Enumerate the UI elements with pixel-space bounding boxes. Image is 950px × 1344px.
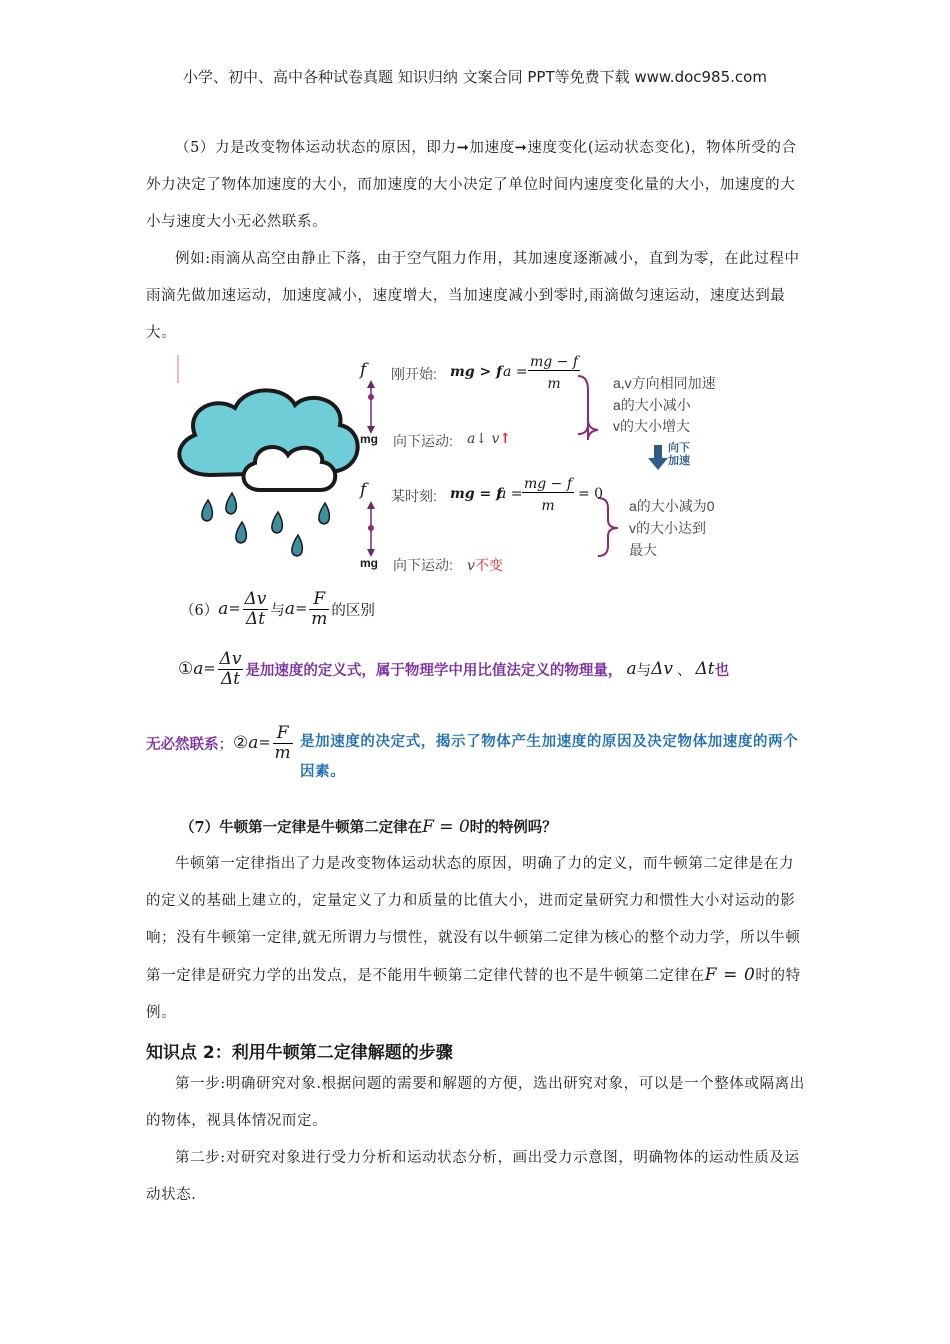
section-6-a2: a xyxy=(284,599,296,620)
brace1-line1: a,v方向相同加速 xyxy=(613,375,716,391)
item-1-text: 是加速度的定义式，属于物理学中用比值法定义的物理量， xyxy=(245,661,623,679)
accel-label xyxy=(668,442,690,468)
item-2-eq: = xyxy=(258,735,271,752)
equals-zero: = 0 xyxy=(578,486,604,502)
item-1-semi: ； xyxy=(218,736,233,753)
item-1-frac-dt: Δt xyxy=(220,668,241,689)
frac-den-2: m xyxy=(541,498,555,514)
unchanged-text: 不变 xyxy=(474,557,503,573)
a-down-v-text: a↓ v xyxy=(467,431,500,447)
frac-den-1: m xyxy=(547,376,561,392)
down-motion-value-2 xyxy=(467,555,503,575)
paragraph-7-math: F = 0 xyxy=(704,965,756,985)
frac-f-m xyxy=(309,590,329,628)
brace-bottom xyxy=(598,498,618,556)
item-1-eq: = xyxy=(203,661,216,678)
cloud-icon xyxy=(179,390,357,490)
item-2-text: 是加速度的决定式，揭示了物体产生加速度的原因及决定物体加速度的两个因素。 xyxy=(300,733,799,780)
knowledge-point-2-heading: 知识点 2：利用牛顿第二定律解题的步骤 xyxy=(146,1043,453,1063)
moment-label: 某时刻: xyxy=(391,488,437,504)
raindrops-icon xyxy=(202,493,330,556)
v-up-arrow-icon: ↑ xyxy=(499,431,512,447)
section-6-suffix: 的区别 xyxy=(331,602,375,619)
item-1-dv: Δv xyxy=(651,659,673,680)
paragraph-7-body: 牛顿第一定律指出了力是改变物体运动状态的原因，明确了力的定义，而牛顿第二定律是在力的定义的基础上建立的，定量定义了力和质量的比值大小，进而定量研究力和惯性大小对运动的影响；没有牛顿第一定律,就无所谓力与惯性，就没有以牛顿第二定律为核心的整个动力学，所以牛顿第一定律是研究力学的出发点，是不能用牛顿第二定律代替的也不是牛顿第二定律在 xyxy=(146,856,801,984)
paragraph-5 xyxy=(146,130,806,241)
paragraph-7 xyxy=(146,846,806,1032)
item-2-frac xyxy=(273,724,293,762)
start-label: 刚开始: xyxy=(391,366,437,382)
force-point-1 xyxy=(368,394,374,400)
accel-label-line1: 向下 xyxy=(668,442,690,454)
frac-dt: Δt xyxy=(245,608,266,629)
step-1-paragraph xyxy=(146,1066,806,1140)
example-paragraph xyxy=(146,241,806,352)
item-2-line xyxy=(146,724,295,762)
item-2-frac-f: F xyxy=(273,724,293,744)
question-7 xyxy=(180,816,557,837)
frac-dv-dt xyxy=(243,590,269,628)
raindrop-2 xyxy=(226,493,237,514)
accel-label-line2: 加速 xyxy=(668,455,690,467)
force-f-label-1: f xyxy=(360,360,367,380)
frac-f: F xyxy=(309,590,329,610)
step-2-paragraph xyxy=(146,1140,806,1214)
section-6-eq2: = xyxy=(295,601,308,618)
example-text: 例如:雨滴从高空由静止下落，由于空气阻力作用，其加速度逐渐减小，直到为零，在此过程中雨滴先做加速运动，加速度减小，速度增大，当加速度减小到零时,雨滴做匀速运动，速度达到最大。 xyxy=(146,251,800,341)
item-2-circle: ② xyxy=(233,733,249,754)
item-1-circle: ① xyxy=(178,659,194,680)
paragraph-7-text xyxy=(146,846,806,1032)
question-7-after: 时的特例吗？ xyxy=(469,819,557,836)
raindrop-1 xyxy=(202,500,213,521)
frac-dv: Δv xyxy=(244,589,267,609)
item-1-frac-dv: Δv xyxy=(219,649,242,669)
item-1-a: a xyxy=(193,659,204,680)
item-1-sep: 、 xyxy=(676,662,692,679)
step-2-text: 第二步:对研究对象进行受力分析和运动状态分析，画出受力示意图，明确物体的运动性质及运动状态. xyxy=(146,1150,800,1203)
brace2-line2: v的大小达到 xyxy=(629,520,706,536)
item-1-math-a: a xyxy=(626,659,637,680)
item-1-dt: Δt xyxy=(695,659,715,680)
section-6-eq1: = xyxy=(228,601,241,618)
frac-m: m xyxy=(311,608,328,629)
a-equals-1: a = xyxy=(503,364,528,380)
item-1-frac xyxy=(218,650,244,688)
down-motion-label-2: 向下运动: xyxy=(393,557,453,573)
section-6-mid: 与 xyxy=(270,602,285,619)
down-motion-label-1: 向下运动: xyxy=(393,433,453,449)
brace2-line3: 最大 xyxy=(629,542,657,558)
brace1-line3: v的大小增大 xyxy=(613,418,690,434)
force-arrow-head-up-1 xyxy=(367,380,375,388)
brace2-line1: a的大小减为0 xyxy=(629,498,715,514)
section-6-heading xyxy=(180,590,375,628)
a-equals-2: a = xyxy=(498,486,523,502)
frac-num-2: mg − f xyxy=(523,476,573,492)
force-mg-label-1: mg xyxy=(360,432,378,446)
item-2-a: a xyxy=(248,733,259,754)
down-accel-arrow-icon xyxy=(648,445,668,470)
force-point-2 xyxy=(368,525,374,531)
section-6-prefix: （6） xyxy=(180,602,219,619)
raindrop-5 xyxy=(292,535,303,556)
item-2-frac-m: m xyxy=(274,742,291,763)
down-motion-value-1 xyxy=(467,431,511,447)
brace-top-lower xyxy=(578,424,588,438)
force-arrow-head-up-2 xyxy=(367,501,375,509)
raindrop-3 xyxy=(236,522,247,543)
item-1-line xyxy=(178,650,729,688)
raindrop-6 xyxy=(319,503,330,524)
question-7-before: （7）牛顿第一定律是牛顿第二定律在 xyxy=(180,819,423,836)
raindrop-4 xyxy=(272,512,283,533)
v-text: v xyxy=(467,558,475,574)
paragraph-5-text: （5）力是改变物体运动状态的原因，即力➞加速度➞速度变化(运动状态变化)，物体所受的合外力决定了物体加速度的大小，而加速度的大小决定了单位时间内速度变化量的大小，加速度的大小与速度大小无必然联系。 xyxy=(146,140,797,230)
item-1-and: 与 xyxy=(636,662,652,679)
force-mg-label-2: mg xyxy=(360,556,378,570)
step-1-text: 第一步:明确研究对象.根据问题的需要和解题的方便，选出研究对象，可以是一个整体或隔离出的物体，视具体情况而定。 xyxy=(146,1076,805,1129)
item-2-text-block xyxy=(300,727,806,787)
item-1-ye: 也 xyxy=(714,661,730,679)
question-7-math: F = 0 xyxy=(422,817,470,837)
item-1-cont: 无必然联系 xyxy=(146,735,219,753)
paragraph-7-after: 时的特例。 xyxy=(146,968,801,1021)
moment-relation: mg = f xyxy=(450,486,503,502)
frac-num-1: mg − f xyxy=(529,354,579,370)
page-header: 小学、初中、高中各种试卷真题 知识归纳 文案合同 PPT等免费下载 www.doc985.com xyxy=(183,68,767,86)
force-f-label-2: f xyxy=(360,480,367,500)
brace1-line2: a的大小减小 xyxy=(613,397,691,413)
start-relation: mg > f xyxy=(450,364,503,380)
section-6-a1: a xyxy=(218,599,229,620)
